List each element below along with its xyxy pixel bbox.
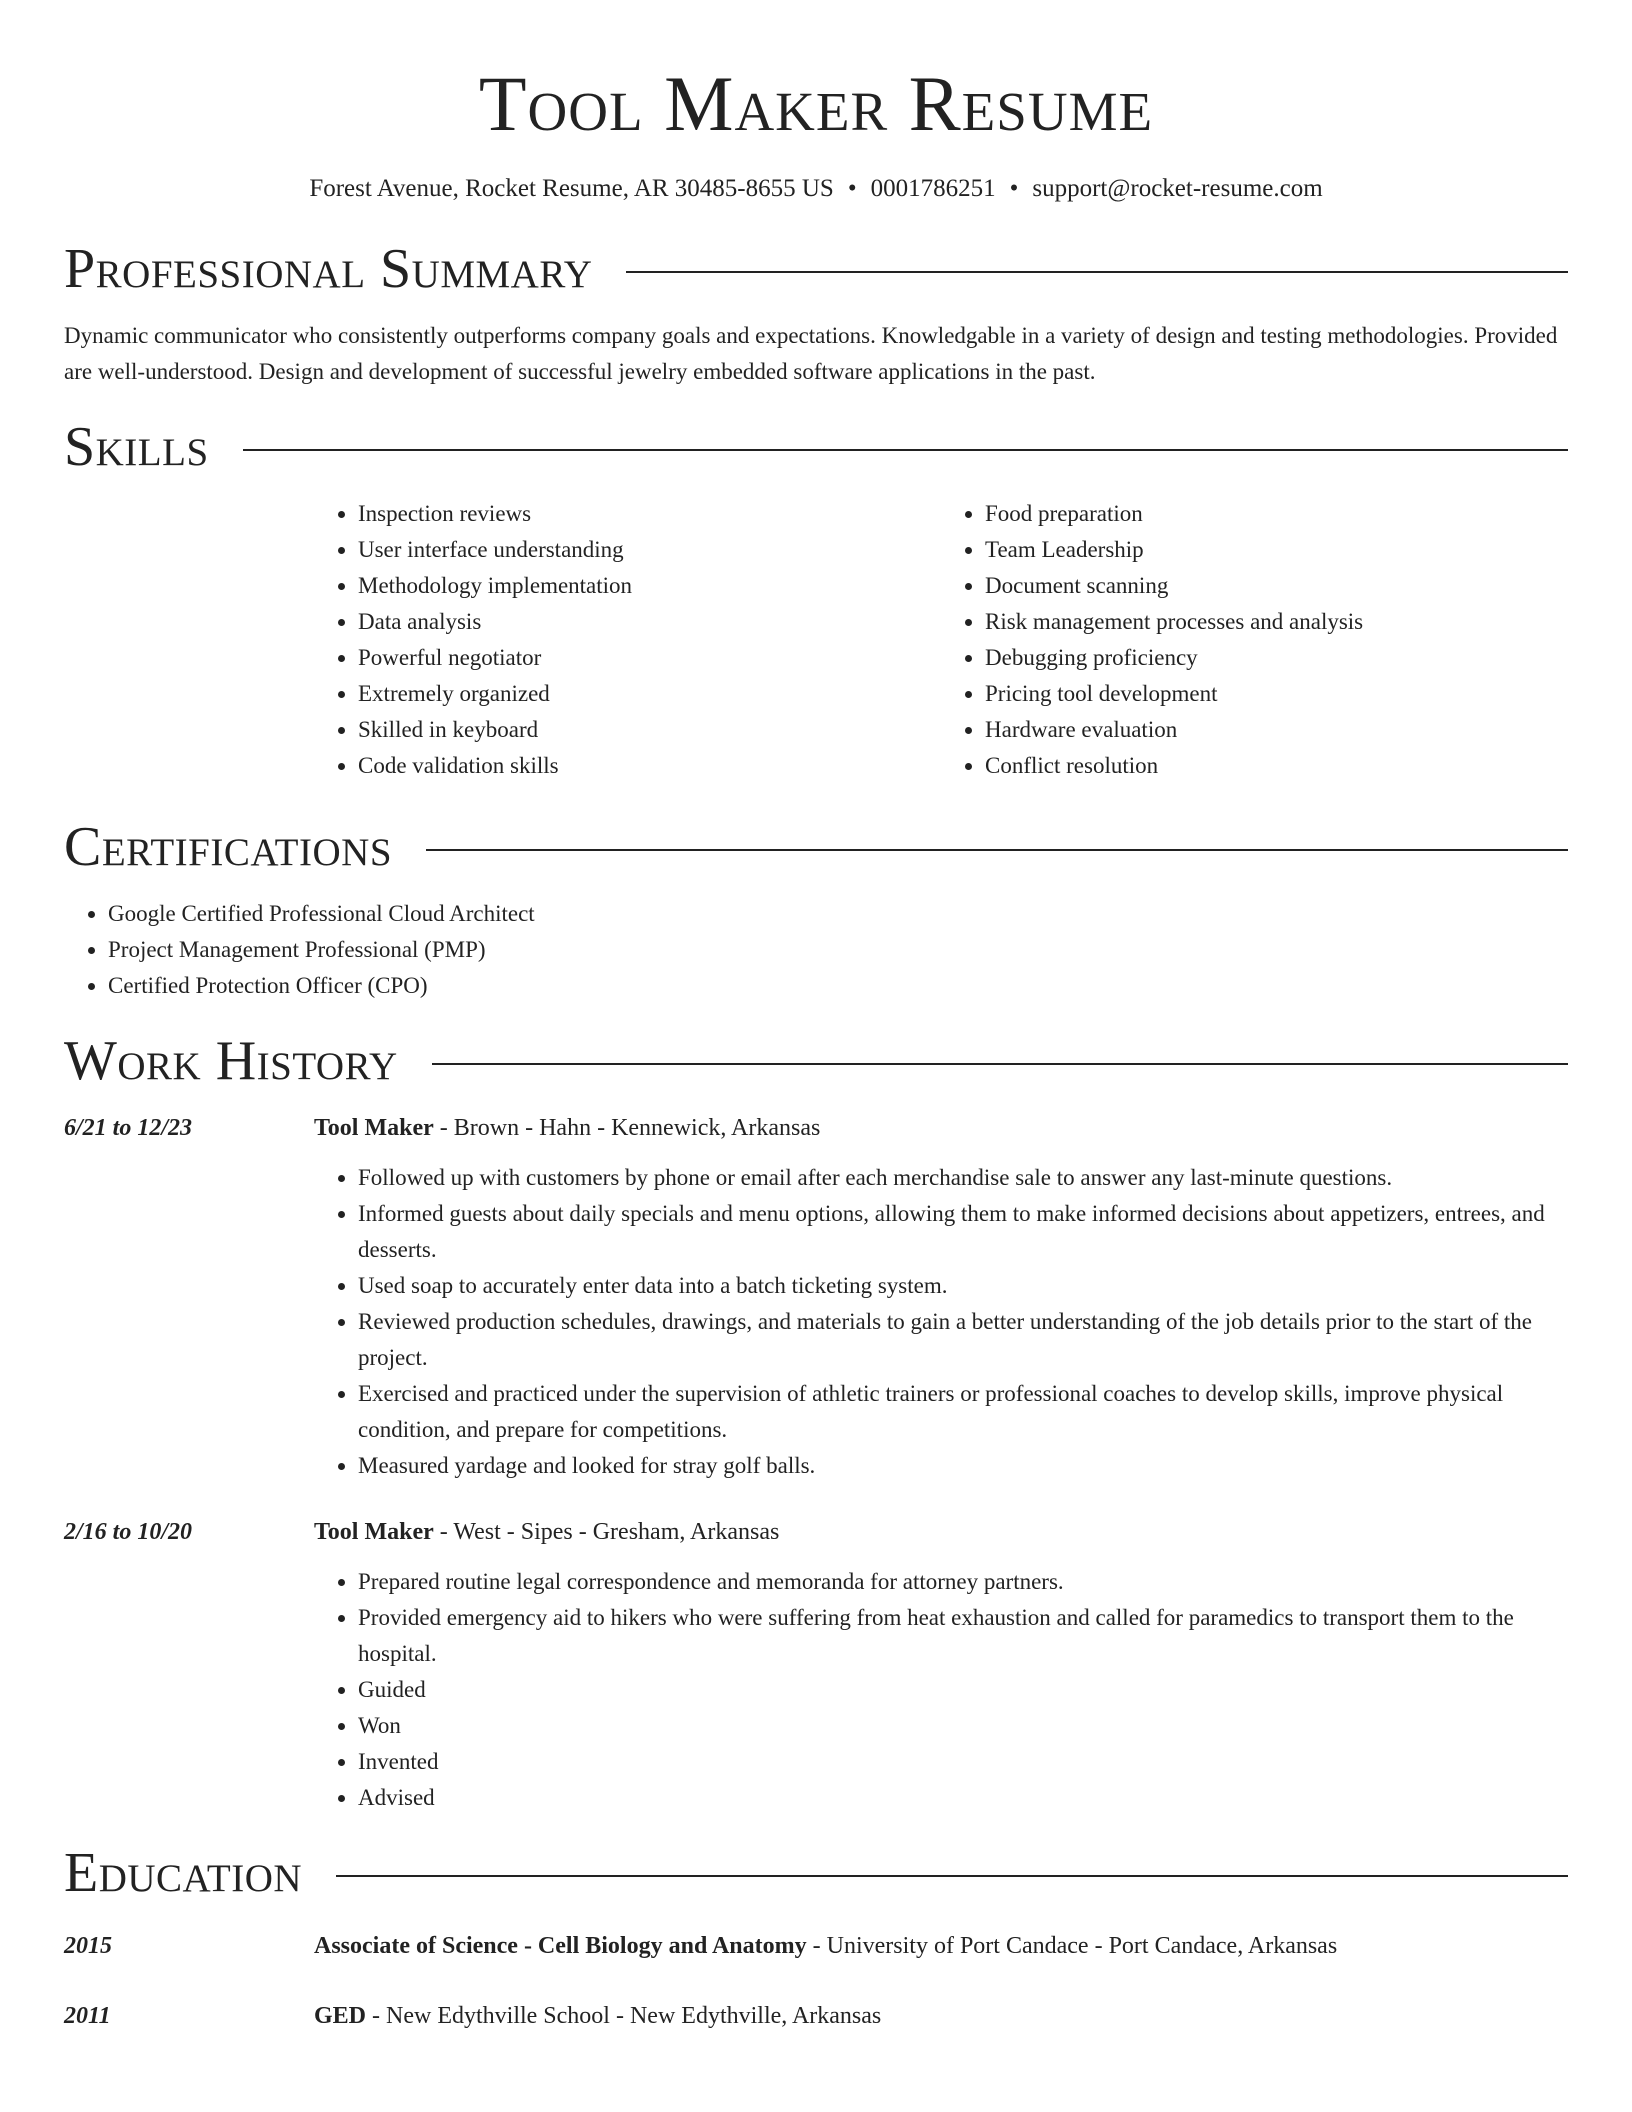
job-bullets xyxy=(314,1160,1568,1484)
section-divider xyxy=(626,271,1568,273)
education-section-header xyxy=(64,1838,1568,1908)
job-bullet: • Provided emergency aid to hikers who were suffering from heat exhaustion and called for paramedics to transport them to the hospital. xyxy=(358,1600,1568,1672)
skill-item: • Food preparation xyxy=(985,496,1568,532)
section-divider xyxy=(426,849,1568,851)
education-heading: Education xyxy=(64,1842,303,1904)
job-bullet: • Prepared routine legal correspondence and memoranda for attorney partners. xyxy=(358,1564,1568,1600)
separator-dot: • xyxy=(1009,175,1019,202)
job-bullet: • Invented xyxy=(358,1744,1568,1780)
job-bullet: • Guided xyxy=(358,1672,1568,1708)
skill-item: • Hardware evaluation xyxy=(985,712,1568,748)
job-details: - Brown - Hahn - Kennewick, Arkansas xyxy=(433,1115,821,1141)
section-divider xyxy=(432,1063,1568,1065)
skill-item: • Methodology implementation xyxy=(358,568,941,604)
skill-item: • Debugging proficiency xyxy=(985,640,1568,676)
skill-item: • Team Leadership xyxy=(985,532,1568,568)
job-details: - West - Sipes - Gresham, Arkansas xyxy=(433,1519,780,1545)
skills-heading: Skills xyxy=(64,416,209,478)
job-line xyxy=(314,1110,820,1146)
job-bullet: • Followed up with customers by phone or email after each merchandise sale to answer any last-minute questions. xyxy=(358,1160,1568,1196)
skill-item: • User interface understanding xyxy=(358,532,941,568)
certification-item: • Certified Protection Officer (CPO) xyxy=(108,968,1568,1004)
education-line xyxy=(314,1998,881,2034)
job-title: Tool Maker xyxy=(314,1519,434,1545)
education-details: - University of Port Candace - Port Candace, Arkansas xyxy=(806,1933,1338,1959)
job-bullet: • Informed guests about daily specials and menu options, allowing them to make informed decisions about appetizers, entrees, and desserts. xyxy=(358,1196,1568,1268)
job-line xyxy=(314,1514,779,1550)
education-entry xyxy=(64,1928,1568,1964)
section-divider xyxy=(243,449,1568,451)
skills-list-right xyxy=(941,496,1568,784)
job-dates: 2/16 to 10/20 xyxy=(64,1519,193,1545)
education-year: 2011 xyxy=(64,2003,111,2029)
job-bullet: • Reviewed production schedules, drawings, and materials to gain a better understanding of the job details prior to the start of the project. xyxy=(358,1304,1568,1376)
contact-phone: 0001786251 xyxy=(870,175,996,202)
job-bullet: • Used soap to accurately enter data into a batch ticketing system. xyxy=(358,1268,1568,1304)
education-line xyxy=(314,1928,1337,1964)
skill-item: • Risk management processes and analysis xyxy=(985,604,1568,640)
skill-item: • Data analysis xyxy=(358,604,941,640)
education-entry xyxy=(64,1998,1568,2034)
job-header xyxy=(64,1514,1568,1550)
skills-grid xyxy=(314,496,1568,784)
job-entry xyxy=(64,1514,1568,1816)
skill-item: • Extremely organized xyxy=(358,676,941,712)
summary-heading: Professional Summary xyxy=(64,238,593,300)
work-heading: Work History xyxy=(64,1030,398,1092)
summary-section-header xyxy=(64,234,1568,304)
work-section-header xyxy=(64,1026,1568,1096)
skills-section-header xyxy=(64,412,1568,482)
skill-item: • Skilled in keyboard xyxy=(358,712,941,748)
skill-item: • Document scanning xyxy=(985,568,1568,604)
job-bullet: • Exercised and practiced under the supervision of athletic trainers or professional coaches to develop skills, improve physical condition, and prepare for competitions. xyxy=(358,1376,1568,1448)
skill-item: • Powerful negotiator xyxy=(358,640,941,676)
education-degree: GED xyxy=(314,2003,367,2029)
skill-item: • Pricing tool development xyxy=(985,676,1568,712)
job-header xyxy=(64,1110,1568,1146)
job-bullet: • Measured yardage and looked for stray golf balls. xyxy=(358,1448,1568,1484)
skill-item: • Conflict resolution xyxy=(985,748,1568,784)
job-bullet: • Advised xyxy=(358,1780,1568,1816)
certification-item: • Google Certified Professional Cloud Architect xyxy=(108,896,1568,932)
education-details: - New Edythville School - New Edythville, Arkansas xyxy=(366,2003,882,2029)
job-bullet: • Won xyxy=(358,1708,1568,1744)
job-bullets xyxy=(314,1564,1568,1816)
certifications-heading: Certifications xyxy=(64,816,393,878)
resume-title: Tool Maker Resume xyxy=(478,60,1154,147)
contact-line xyxy=(64,172,1568,206)
skills-list-left xyxy=(314,496,941,784)
skill-item: • Inspection reviews xyxy=(358,496,941,532)
section-divider xyxy=(336,1875,1568,1877)
separator-dot: • xyxy=(847,175,857,202)
job-dates: 6/21 to 12/23 xyxy=(64,1115,193,1141)
certification-item: • Project Management Professional (PMP) xyxy=(108,932,1568,968)
summary-text: Dynamic communicator who consistently outperforms company goals and expectations. Knowledgable in a variety of design and testing methodologies. Provided are well-understood. Design and development of successful jewelry embedded software applications in the past. xyxy=(64,323,1558,384)
certifications-list xyxy=(64,896,1568,1004)
education-year: 2015 xyxy=(64,1933,112,1959)
job-entry xyxy=(64,1110,1568,1484)
contact-address: Forest Avenue, Rocket Resume, AR 30485-8655 US xyxy=(309,175,834,202)
contact-email: support@rocket-resume.com xyxy=(1032,175,1323,202)
skill-item: • Code validation skills xyxy=(358,748,941,784)
education-degree: Associate of Science - Cell Biology and Anatomy xyxy=(314,1933,807,1959)
job-title: Tool Maker xyxy=(314,1115,434,1141)
certifications-section-header xyxy=(64,812,1568,882)
